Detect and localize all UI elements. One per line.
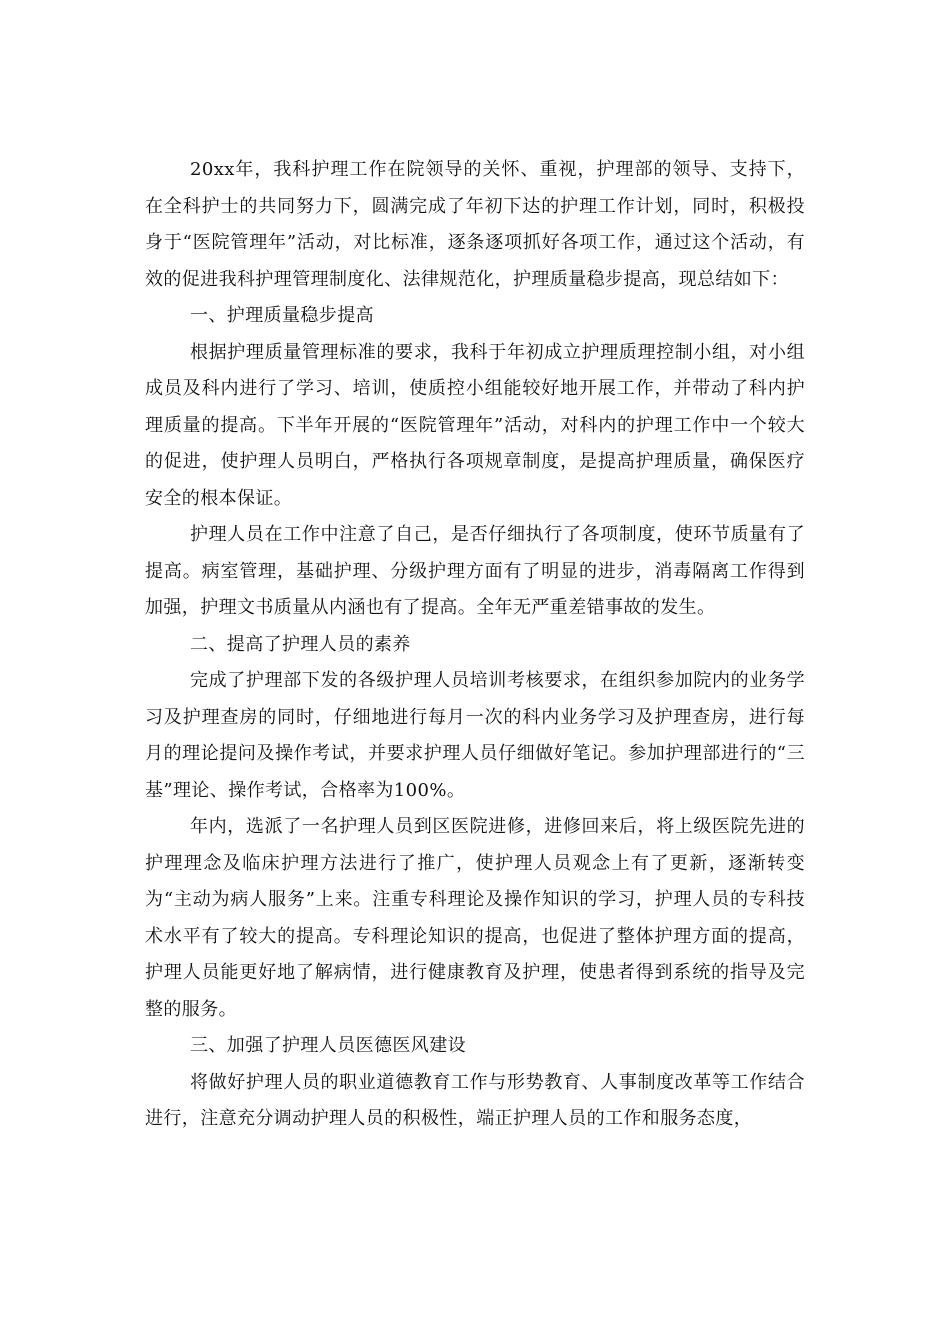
- section-2-paragraph-2: 年内，选派了一名护理人员到区医院进修，进修回来后，将上级医院先进的护理理念及临床护理方法进行了推广，使护理人员观念上有了更新，逐渐转变为“主动为病人服务”上来。注重专科理论及操作知识的学习，护理人员的专科技术水平有了较大的提高。专科理论知识的提高，也促进了整体护理方面的提高，护理人员能更好地了解病情，进行健康教育及护理，使患者得到系统的指导及完整的服务。: [145, 816, 805, 1020]
- document-body: [145, 152, 805, 1138]
- section-2-paragraph-1: 完成了护理部下发的各级护理人员培训考核要求，在组织参加院内的业务学习及护理查房的同时，仔细地进行每月一次的科内业务学习及护理查房，进行每月的理论提问及操作考试，并要求护理人员仔细做好笔记。参加护理部进行的“三基”理论、操作考试，合格率为100%。: [145, 670, 805, 801]
- section-heading-3: 三、加强了护理人员医德医风建设: [190, 1035, 466, 1056]
- section-1-paragraph-1: 根据护理质量管理标准的要求，我科于年初成立护理质理控制小组，对小组成员及科内进行了学习、培训，使质控小组能较好地开展工作，并带动了科内护理质量的提高。下半年开展的“医院管理年”活动，对科内的护理工作中一个较大的促进，使护理人员明白，严格执行各项规章制度，是提高护理质量，确保医疗安全的根本保证。: [145, 341, 805, 509]
- section-3-paragraph-1: 将做好护理人员的职业道德教育工作与形势教育、人事制度改革等工作结合进行，注意充分调动护理人员的积极性，端正护理人员的工作和服务态度，: [145, 1071, 805, 1129]
- intro-paragraph: 20xx年，我科护理工作在院领导的关怀、重视，护理部的领导、支持下，在全科护士的共同努力下，圆满完成了年初下达的护理工作计划，同时，积极投身于“医院管理年”活动，对比标准，逐条逐项抓好各项工作，通过这个活动，有效的促进我科护理管理制度化、法律规范化，护理质量稳步提高，现总结如下：: [145, 159, 805, 290]
- section-heading-2: 二、提高了护理人员的素养: [190, 633, 411, 655]
- section-heading-1: 一、护理质量稳步提高: [190, 305, 374, 326]
- section-1-paragraph-2: 护理人员在工作中注意了自己，是否仔细执行了各项制度，使环节质量有了提高。病室管理，基础护理、分级护理方面有了明显的进步，消毒隔离工作得到加强，护理文书质量从内涵也有了提高。全年无严重差错事故的发生。: [145, 524, 805, 618]
